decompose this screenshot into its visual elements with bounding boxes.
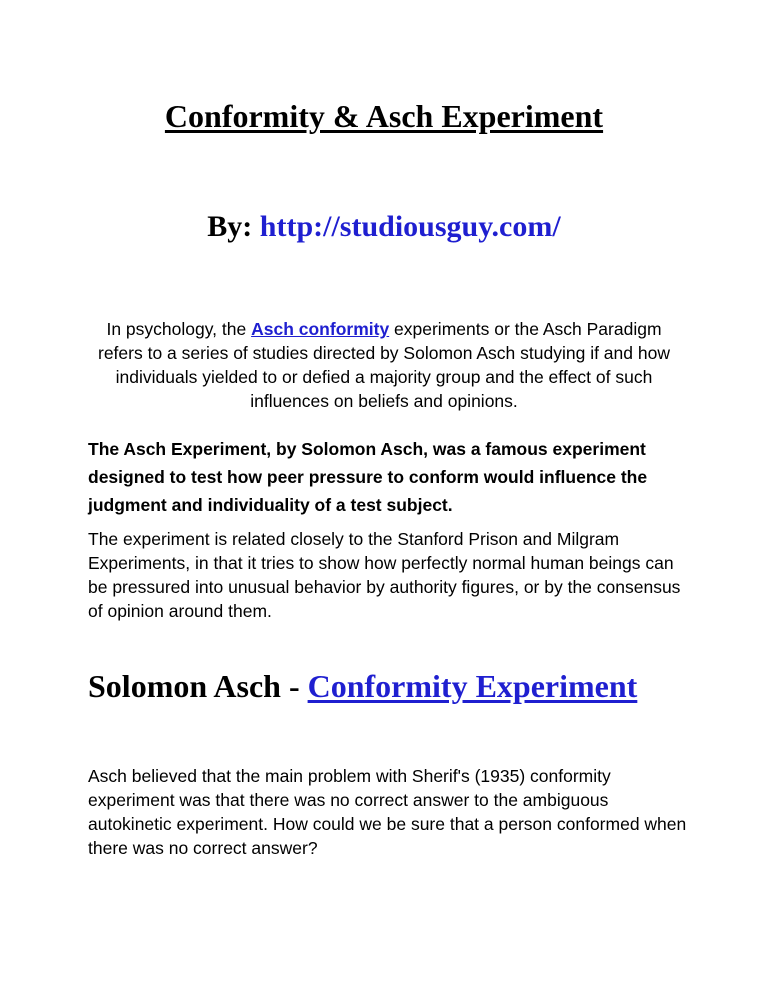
section-heading-prefix: Solomon Asch - [88, 668, 308, 704]
conformity-experiment-link[interactable]: Conformity Experiment [307, 668, 638, 704]
related-experiments-paragraph: The experiment is related closely to the Stanford Prison and Milgram Experiments, in that it tries to show how perfectly normal human beings can be pressured into unusual behavior by authority figures, or by the consensus of opinion around them. [88, 529, 681, 621]
byline-url-link[interactable]: http://studiousguy.com/ [259, 210, 561, 243]
intro-text-before: In psychology, the [106, 319, 252, 339]
section-heading [88, 666, 728, 706]
byline-label: By: [207, 210, 253, 243]
document-title [0, 96, 768, 136]
sherif-paragraph: Asch believed that the main problem with Sherif's (1935) conformity experiment was that there was no correct answer to the ambiguous autokinetic experiment. How could we be sure that a person conformed when there was no correct answer? [88, 766, 687, 858]
intro-text-after: experiments or the Asch Paradigm refers to a series of studies directed by Solomon Asch studying if and how individuals yielded to or defied a majority group and the effect of such influences on beliefs and opinions. [98, 319, 670, 411]
bold-summary-paragraph: The Asch Experiment, by Solomon Asch, was a famous experiment designed to test how peer pressure to conform would influence the judgment and individuality of a test subject. [88, 439, 648, 515]
asch-conformity-link[interactable]: Asch conformity [251, 319, 390, 339]
document-title-text: Conformity & Asch Experiment [164, 98, 604, 134]
byline [0, 208, 768, 246]
intro-paragraph [88, 317, 680, 413]
